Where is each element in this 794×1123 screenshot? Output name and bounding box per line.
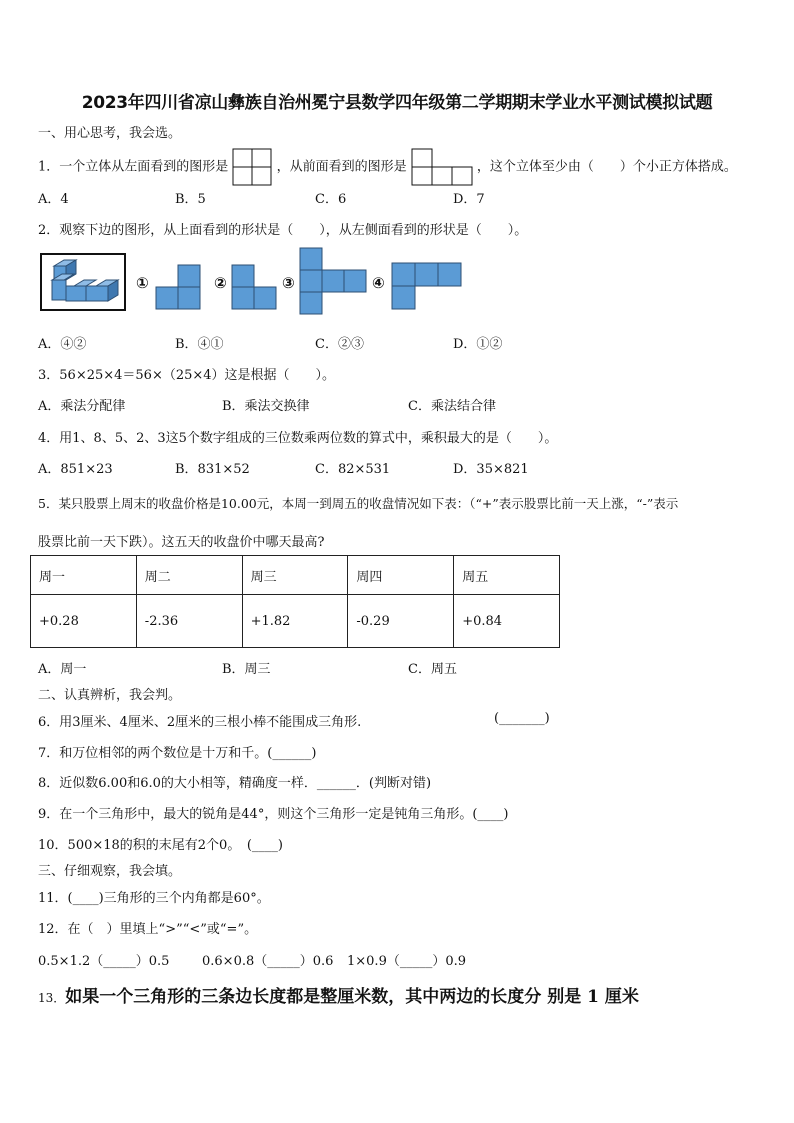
- q2-option-c[interactable]: C．②③: [315, 337, 364, 352]
- view-option-2: [232, 265, 276, 309]
- q4-option-c[interactable]: C．82×531: [315, 462, 391, 477]
- q4-option-d[interactable]: D．35×821: [453, 462, 529, 477]
- q5-option-b[interactable]: B．周三: [222, 662, 271, 677]
- q4-option-a[interactable]: A．851×23: [38, 462, 113, 477]
- q3-option-a[interactable]: A．乘法分配律: [38, 399, 126, 414]
- question-6: 6．用3厘米、4厘米、2厘米的三根小棒不能围成三角形.: [38, 715, 362, 730]
- solid-3d-figure: [41, 254, 125, 310]
- question-5-line-2: 股票比前一天下跌）。这五天的收盘价中哪天最高?: [38, 535, 325, 550]
- question-1: [38, 148, 737, 186]
- table-row: [31, 595, 560, 648]
- q2-figures: [38, 246, 478, 318]
- section-2-heading: 二、认真辨析，我会判。: [38, 688, 182, 703]
- q1-option-c[interactable]: C．6: [315, 192, 347, 207]
- q3-option-b[interactable]: B．乘法交换律: [222, 399, 310, 414]
- q6-answer-blank[interactable]: (_______): [494, 711, 550, 726]
- figure-label-1: ①: [136, 274, 149, 292]
- question-4: 4．用1、8、5、2、3这5个数字组成的三位数乘两位数的算式中，乘积最大的是（ ）。: [38, 431, 558, 446]
- view-option-1: [156, 265, 200, 309]
- question-13: [38, 982, 639, 1007]
- table-cell: +0.84: [454, 595, 560, 648]
- q2-option-a[interactable]: A．④②: [38, 337, 87, 352]
- q12-item-1[interactable]: 0.5×1.2（_____）0.5: [38, 954, 170, 969]
- question-10: 10．500×18的积的末尾有2个0。 (____): [38, 838, 283, 853]
- question-8: 8．近似数6.00和6.0的大小相等，精确度一样．______．(判断对错): [38, 776, 432, 791]
- table-header-cell: 周二: [136, 556, 242, 595]
- q1-option-b[interactable]: B．5: [175, 192, 206, 207]
- q1-text-c: ，这个立体至少由（ ）个小正方体搭成。: [476, 159, 737, 175]
- table-header-cell: 周三: [242, 556, 348, 595]
- table-cell: -2.36: [136, 595, 242, 648]
- q3-option-c[interactable]: C．乘法结合律: [408, 399, 496, 414]
- q12-item-2[interactable]: 0.6×0.8（_____）0.6: [202, 954, 334, 969]
- q5-option-c[interactable]: C．周五: [408, 662, 457, 677]
- q1-option-d[interactable]: D．7: [453, 192, 485, 207]
- front-view-figure: [411, 148, 473, 186]
- question-11: 11．(____)三角形的三个内角都是60°。: [38, 891, 270, 906]
- table-header-cell: 周五: [454, 556, 560, 595]
- q2-option-b[interactable]: B．④①: [175, 337, 224, 352]
- figure-label-2: ②: [214, 274, 227, 292]
- q1-text-b: ，从前面看到的图形是: [276, 159, 407, 175]
- table-cell: +0.28: [31, 595, 137, 648]
- q1-option-a[interactable]: A．4: [38, 192, 69, 207]
- stock-table: [30, 555, 560, 648]
- q5-option-a[interactable]: A．周一: [38, 662, 87, 677]
- q4-option-b[interactable]: B．831×52: [175, 462, 250, 477]
- q13-number: 13．: [38, 991, 66, 1005]
- question-9: 9．在一个三角形中，最大的锐角是44°，则这个三角形一定是钝角三角形。(____): [38, 807, 509, 822]
- table-cell: -0.29: [348, 595, 454, 648]
- q13-text: 如果一个三角形的三条边长度都是整厘米数，其中两边的长度分 别是 1 厘米: [65, 987, 639, 1007]
- table-header-row: [31, 556, 560, 595]
- q12-item-3[interactable]: 1×0.9（_____）0.9: [347, 954, 467, 969]
- q2-option-d[interactable]: D．①②: [453, 337, 503, 352]
- question-5-line-1: 5．某只股票上周末的收盘价格是10.00元，本周一到周五的收盘情况如下表：（“+”表示股票比前一天上涨，“-”表示: [38, 496, 679, 511]
- q1-text-a: 1．一个立体从左面看到的图形是: [38, 159, 229, 175]
- question-2: 2．观察下边的图形，从上面看到的形状是（ ），从左侧面看到的形状是（ ）。: [38, 223, 528, 238]
- question-3: 3．56×25×4＝56×（25×4）这是根据（ ）。: [38, 368, 336, 383]
- table-header-cell: 周四: [348, 556, 454, 595]
- left-view-figure: [232, 148, 272, 186]
- figure-label-4: ④: [372, 274, 385, 292]
- view-option-4: [392, 263, 461, 309]
- question-12: 12．在（ ）里填上“>”“<”或“=”。: [38, 922, 258, 937]
- page-title: 2023年四川省凉山彝族自治州冕宁县数学四年级第二学期期末学业水平测试模拟试题: [81, 93, 713, 113]
- question-7: 7．和万位相邻的两个数位是十万和千。(______): [38, 746, 317, 761]
- section-3-heading: 三、仔细观察，我会填。: [38, 864, 182, 879]
- table-header-cell: 周一: [31, 556, 137, 595]
- view-option-3: [300, 248, 366, 314]
- figure-label-3: ③: [282, 274, 295, 292]
- section-1-heading: 一、用心思考，我会选。: [38, 126, 182, 141]
- table-cell: +1.82: [242, 595, 348, 648]
